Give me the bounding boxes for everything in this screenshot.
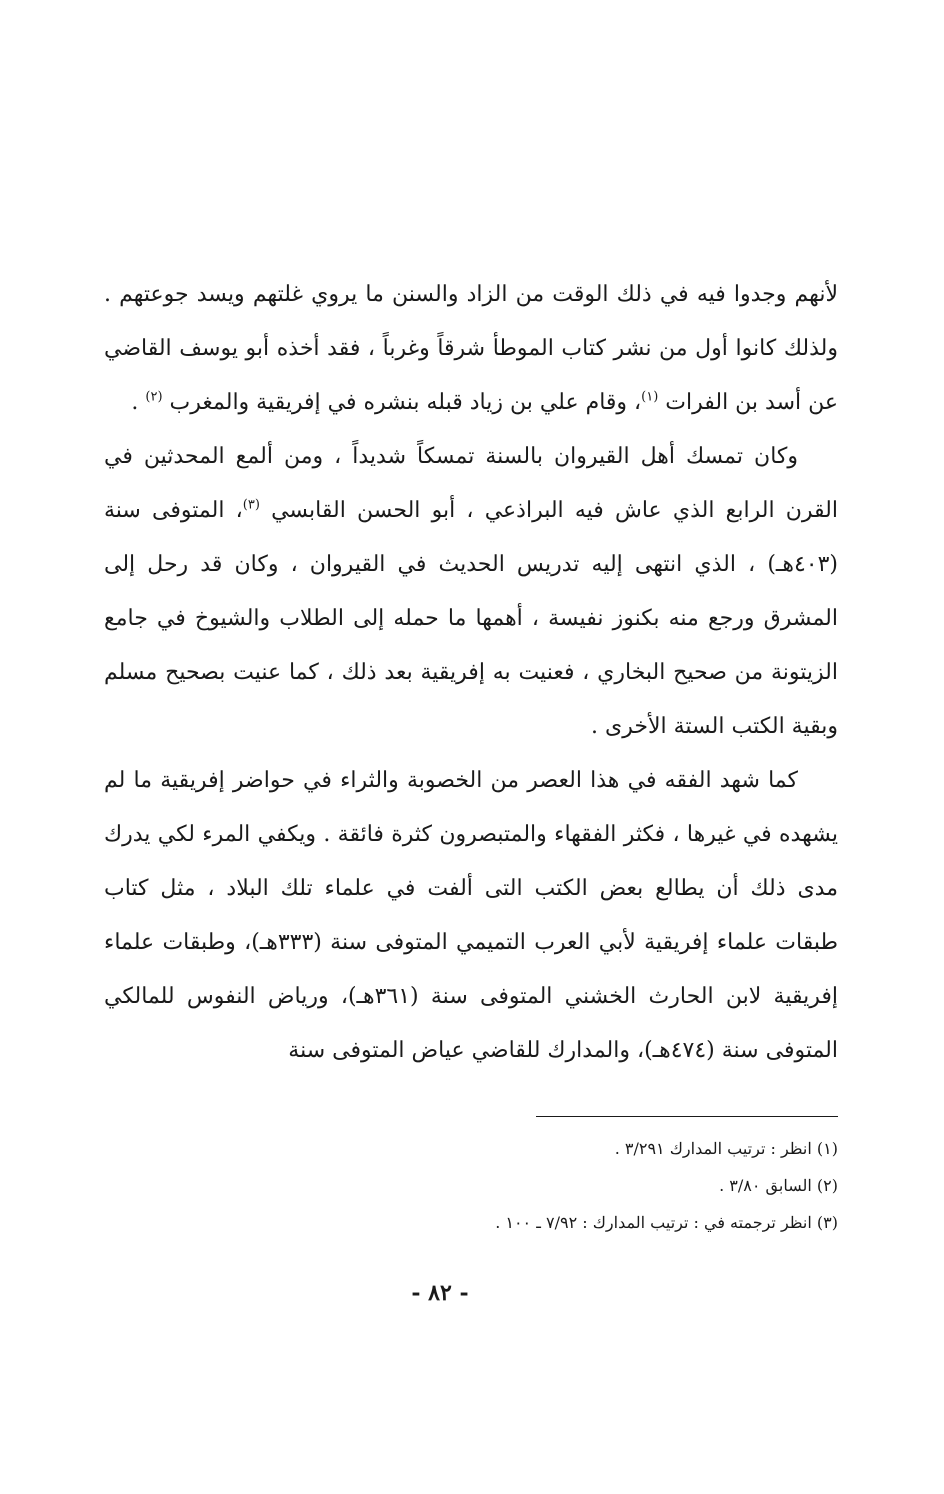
paragraph-3-text: كما شهد الفقه في هذا العصر من الخصوبة والثراء في حواضر إفريقية ما لم يشهده في غيرها ، فكثر الفقهاء والمتبصرون كثرة فائقة . ويكفي المرء لكي يدرك مدى ذلك أن يطالع بعض الكتب التى ألفت في علماء تلك البلاد ، مثل كتاب طبقات علماء إفريقية لأبي العرب التميمي المتوفى سنة (٣٣٣هـ)، وطبقات علماء إفريقية لابن الحارث الخشني المتوفى سنة (٣٦١هـ)، ورياض النفوس للمالكي المتوفى سنة (٤٧٤هـ)، والمدارك للقاضي عياض المتوفى سنة xyxy=(104,768,838,1063)
paragraph-1 xyxy=(104,268,838,430)
paragraph-1-text-b: ، وقام علي بن زياد قبله بنشره في إفريقية والمغرب xyxy=(162,390,642,415)
footnotes xyxy=(300,1130,838,1241)
footnote-ref-3: (٣) xyxy=(242,497,260,513)
footnote-1: (١) انظر : ترتيب المدارك ٣/٢٩١ . xyxy=(614,1139,838,1158)
paragraph-2-text-b: ، المتوفى سنة (٤٠٣هـ) ، الذي انتهى إليه تدريس الحديث في القيروان ، وكان قد رحل إلى المشرق ورجع منه بكنوز نفيسة ، أهمها ما حمله إلى الطلاب والشيوخ في جامع الزيتونة من صحيح البخاري ، فعنيت به إفريقية بعد ذلك ، كما عنيت بصحيح مسلم وبقية الكتب الستة الأخرى . xyxy=(104,498,838,739)
footnote-separator xyxy=(536,1116,838,1117)
footnote-ref-1: (١) xyxy=(641,389,659,405)
paragraph-3 xyxy=(104,754,838,1078)
paragraph-1-text: لأنهم وجدوا فيه في ذلك الوقت من الزاد والسنن ما يروي غلتهم ويسد جوعتهم . ولذلك كانوا أول من نشر كتاب الموطأ شرقاً وغرباً ، فقد أخذه أبو يوسف القاضي عن أسد بن الفرات xyxy=(104,282,838,415)
footnote-3: (٣) انظر ترجمته في : ترتيب المدارك : ٧/٩٢ ـ ١٠٠ . xyxy=(495,1213,838,1232)
page-number: - ٨٢ - xyxy=(411,1280,469,1306)
paragraph-1-text-c: . xyxy=(131,390,146,415)
footnote-ref-2: (٢) xyxy=(145,389,163,405)
paragraph-2-text: وكان تمسك أهل القيروان بالسنة تمسكاً شديداً ، ومن ألمع المحدثين في القرن الرابع الذي عاش فيه البراذعي ، أبو الحسن القابسي xyxy=(104,444,838,523)
paragraph-2 xyxy=(104,430,838,754)
footnote-2: (٢) السابق ٣/٨٠ . xyxy=(719,1176,838,1195)
main-text xyxy=(104,268,838,1078)
